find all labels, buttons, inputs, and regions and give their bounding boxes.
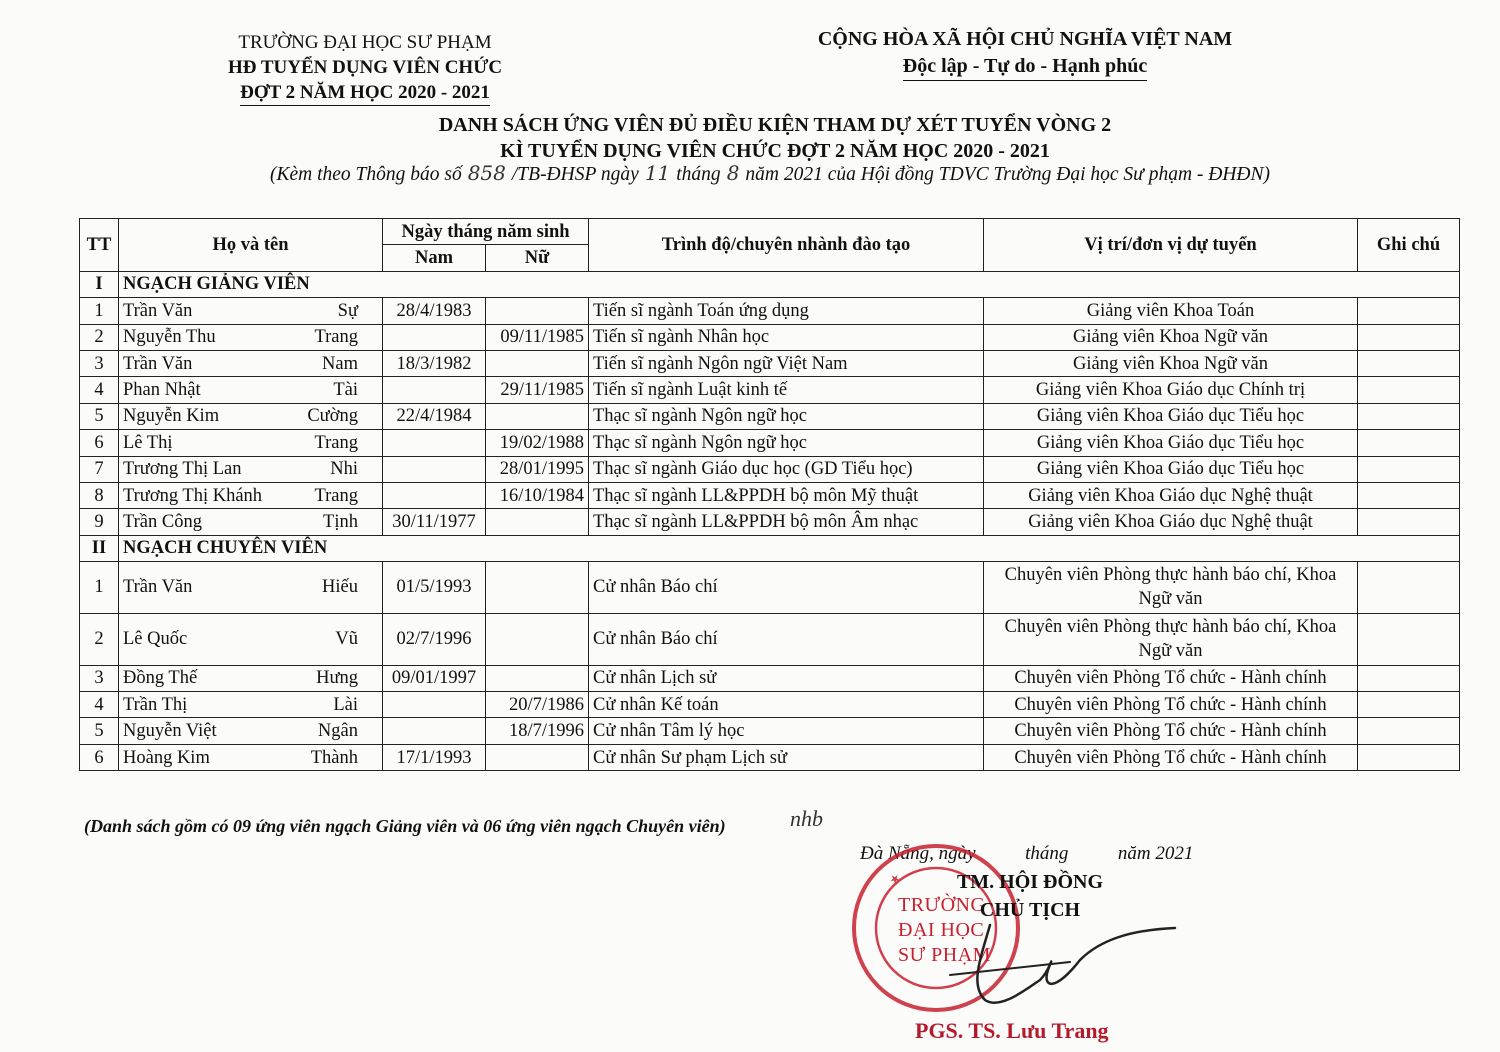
- table-row: [80, 324, 1460, 350]
- dob-female: 19/02/1988: [486, 430, 589, 456]
- row-number: 9: [80, 509, 119, 535]
- note: [1358, 665, 1460, 691]
- position: Giảng viên Khoa Giáo dục Tiểu học: [984, 403, 1358, 429]
- position: Giảng viên Khoa Giáo dục Nghệ thuật: [984, 482, 1358, 508]
- dob-male: 02/7/1996: [383, 613, 486, 665]
- candidate-surname: Trương Thị Khánh: [123, 485, 263, 506]
- dob-male: 01/5/1993: [383, 562, 486, 614]
- position: Giảng viên Khoa Toán: [984, 298, 1358, 324]
- stamp-line-1: TRƯỜNG: [898, 894, 986, 916]
- qualification: Thạc sĩ ngành Ngôn ngữ học: [589, 430, 984, 456]
- note: [1358, 482, 1460, 508]
- section-row: [80, 535, 1460, 561]
- table-row: [80, 613, 1460, 665]
- qualification: Thạc sĩ ngành Ngôn ngữ học: [589, 403, 984, 429]
- candidate-name: [119, 562, 383, 614]
- col-header-name: Họ và tên: [119, 219, 383, 272]
- position: Chuyên viên Phòng Tổ chức - Hành chính: [984, 718, 1358, 744]
- section-number: I: [80, 271, 119, 297]
- candidate-given-name: Sự: [337, 300, 358, 321]
- qualification: Tiến sĩ ngành Nhân học: [589, 324, 984, 350]
- dob-female: 29/11/1985: [486, 377, 589, 403]
- title-line-1: DANH SÁCH ỨNG VIÊN ĐỦ ĐIỀU KIỆN THAM DỰ XÉT TUYỂN VÒNG 2: [438, 114, 1112, 136]
- note: [1358, 324, 1460, 350]
- candidate-surname: Trần Công: [123, 511, 202, 532]
- qualification: Cử nhân Báo chí: [589, 562, 984, 614]
- dob-female: [486, 350, 589, 376]
- dob-female: [486, 562, 589, 614]
- candidate-name: [119, 744, 383, 770]
- section-title: NGẠCH GIẢNG VIÊN: [119, 271, 1460, 297]
- agency-header: [185, 30, 545, 106]
- dob-male: [383, 377, 486, 403]
- candidate-name: [119, 298, 383, 324]
- dob-female: [486, 403, 589, 429]
- note: [1358, 350, 1460, 376]
- section-number: II: [80, 535, 119, 561]
- qualification: Tiến sĩ ngành Luật kinh tế: [589, 377, 984, 403]
- dob-male: [383, 482, 486, 508]
- handwritten-signature: [930, 900, 1190, 1020]
- candidate-name: [119, 509, 383, 535]
- section-title: NGẠCH CHUYÊN VIÊN: [119, 535, 1460, 561]
- signer-name: PGS. TS. Lưu Trang: [915, 1018, 1109, 1043]
- row-number: 6: [80, 744, 119, 770]
- qualification: Cử nhân Báo chí: [589, 613, 984, 665]
- year-label: năm 2021: [1117, 843, 1194, 864]
- table-row: [80, 509, 1460, 535]
- candidate-name: [119, 377, 383, 403]
- col-header-tt: TT: [80, 219, 119, 272]
- row-number: 1: [80, 562, 119, 614]
- note: [1358, 430, 1460, 456]
- candidate-given-name: Tịnh: [323, 511, 358, 532]
- candidate-given-name: Nam: [322, 353, 358, 374]
- dob-female: [486, 509, 589, 535]
- row-number: 3: [80, 665, 119, 691]
- candidate-surname: Nguyễn Kim: [123, 406, 220, 427]
- round-label: ĐỢT 2 NĂM HỌC 2020 - 2021: [240, 80, 490, 106]
- dob-female: 20/7/1986: [486, 692, 589, 718]
- qualification: Thạc sĩ ngành LL&PPDH bộ môn Mỹ thuật: [589, 482, 984, 508]
- candidate-name: [119, 324, 383, 350]
- candidate-surname: Trương Thị Lan: [123, 459, 242, 480]
- dob-male: 28/4/1983: [383, 298, 486, 324]
- position: Giảng viên Khoa Giáo dục Nghệ thuật: [984, 509, 1358, 535]
- dob-female: [486, 665, 589, 691]
- place-label: Đà Nẵng, ngày: [860, 843, 976, 864]
- notice-day: 11: [644, 161, 671, 185]
- note: [1358, 692, 1460, 718]
- note: [1358, 613, 1460, 665]
- table-row: [80, 430, 1460, 456]
- table-row: [80, 298, 1460, 324]
- candidate-given-name: Hiếu: [322, 577, 358, 598]
- candidate-surname: Hoàng Kim: [123, 747, 210, 768]
- position: Chuyên viên Phòng Tổ chức - Hành chính: [984, 665, 1358, 691]
- dob-male: [383, 692, 486, 718]
- country-name: CỘNG HÒA XÃ HỘI CHỦ NGHĨA VIỆT NAM: [817, 28, 1233, 50]
- candidate-name: [119, 665, 383, 691]
- document-title: [200, 112, 1350, 164]
- table-row: [80, 562, 1460, 614]
- col-header-female: Nữ: [486, 245, 589, 271]
- stamp-line-2: ĐẠI HỌC: [898, 919, 985, 941]
- candidate-name: [119, 456, 383, 482]
- dob-male: 18/3/1982: [383, 350, 486, 376]
- section-row: [80, 271, 1460, 297]
- note: [1358, 509, 1460, 535]
- col-header-male: Nam: [383, 245, 486, 271]
- dob-male: 30/11/1977: [383, 509, 486, 535]
- handwritten-initials: nhb: [790, 806, 823, 831]
- table-row: [80, 482, 1460, 508]
- table-row: [80, 692, 1460, 718]
- dob-female: [486, 298, 589, 324]
- dob-male: [383, 456, 486, 482]
- candidate-name: [119, 430, 383, 456]
- svg-text:★: ★: [886, 870, 904, 888]
- note: [1358, 403, 1460, 429]
- row-number: 2: [80, 324, 119, 350]
- list-summary-note: (Danh sách gồm có 09 ứng viên ngạch Giảng viên và 06 ứng viên ngạch Chuyên viên): [84, 816, 726, 836]
- note: [1358, 456, 1460, 482]
- candidate-given-name: Trang: [314, 327, 358, 348]
- dob-female: 28/01/1995: [486, 456, 589, 482]
- note: [1358, 744, 1460, 770]
- table-row: [80, 665, 1460, 691]
- table-row: [80, 744, 1460, 770]
- candidate-name: [119, 718, 383, 744]
- note: [1358, 377, 1460, 403]
- row-number: 7: [80, 456, 119, 482]
- table-row: [80, 403, 1460, 429]
- candidate-given-name: Lài: [333, 694, 358, 715]
- candidate-given-name: Trang: [314, 432, 358, 453]
- position: Chuyên viên Phòng thực hành báo chí, Khoa Ngữ văn: [984, 613, 1358, 665]
- candidate-given-name: Hưng: [316, 668, 358, 689]
- qualification: Cử nhân Tâm lý học: [589, 718, 984, 744]
- candidate-name: [119, 350, 383, 376]
- national-motto: Độc lập - Tự do - Hạnh phúc: [903, 53, 1147, 81]
- table-row: [80, 718, 1460, 744]
- row-number: 4: [80, 692, 119, 718]
- row-number: 3: [80, 350, 119, 376]
- candidate-surname: Trần Văn: [123, 300, 193, 321]
- position: Giảng viên Khoa Ngữ văn: [984, 350, 1358, 376]
- dob-male: 09/01/1997: [383, 665, 486, 691]
- table-row: [80, 350, 1460, 376]
- dob-male: 17/1/1993: [383, 744, 486, 770]
- note: [1358, 718, 1460, 744]
- document-subtitle: [160, 161, 1380, 186]
- candidate-given-name: Tài: [333, 380, 358, 401]
- month-label: tháng: [1025, 843, 1069, 864]
- position: Giảng viên Khoa Giáo dục Tiểu học: [984, 430, 1358, 456]
- candidate-given-name: Trang: [314, 485, 358, 506]
- candidate-surname: Lê Quốc: [123, 629, 188, 650]
- qualification: Thạc sĩ ngành Giáo dục học (GD Tiểu học): [589, 456, 984, 482]
- table-row: [80, 456, 1460, 482]
- dob-male: [383, 324, 486, 350]
- candidate-given-name: Vũ: [335, 629, 358, 650]
- dob-female: [486, 744, 589, 770]
- candidate-given-name: Thành: [310, 747, 358, 768]
- university-name: TRƯỜNG ĐẠI HỌC SƯ PHẠM: [238, 32, 492, 53]
- col-header-position: Vị trí/đơn vị dự tuyển: [984, 219, 1358, 272]
- candidate-name: [119, 613, 383, 665]
- row-number: 4: [80, 377, 119, 403]
- candidate-surname: Lê Thị: [123, 432, 173, 453]
- candidate-surname: Trần Thị: [123, 694, 188, 715]
- candidate-given-name: Ngân: [317, 721, 358, 742]
- dob-female: 09/11/1985: [486, 324, 589, 350]
- row-number: 2: [80, 613, 119, 665]
- dob-female: 18/7/1996: [486, 718, 589, 744]
- role-line-1: TM. HỘI ĐỒNG: [956, 871, 1104, 893]
- note: [1358, 298, 1460, 324]
- candidate-table: [79, 218, 1460, 771]
- national-header: [790, 26, 1260, 81]
- row-number: 8: [80, 482, 119, 508]
- qualification: Cử nhân Kế toán: [589, 692, 984, 718]
- col-header-qualification: Trình độ/chuyên nhành đào tạo: [589, 219, 984, 272]
- candidate-surname: Trần Văn: [123, 577, 193, 598]
- candidate-surname: Nguyễn Việt: [123, 721, 217, 742]
- position: Chuyên viên Phòng Tổ chức - Hành chính: [984, 692, 1358, 718]
- stamp-line-3: SƯ PHẠM: [898, 944, 991, 966]
- table-row: [80, 377, 1460, 403]
- qualification: Cử nhân Lịch sử: [589, 665, 984, 691]
- col-header-dob: Ngày tháng năm sinh: [383, 219, 589, 245]
- candidate-name: [119, 692, 383, 718]
- candidate-surname: Nguyễn Thu: [123, 327, 216, 348]
- candidate-name: [119, 403, 383, 429]
- dob-female: 16/10/1984: [486, 482, 589, 508]
- note: [1358, 562, 1460, 614]
- position: Giảng viên Khoa Ngữ văn: [984, 324, 1358, 350]
- dob-male: [383, 430, 486, 456]
- qualification: Cử nhân Sư phạm Lịch sử: [589, 744, 984, 770]
- title-line-2: KÌ TUYỂN DỤNG VIÊN CHỨC ĐỢT 2 NĂM HỌC 2020 - 2021: [500, 140, 1050, 162]
- subtitle-part-4: năm 2021 của Hội đồng TDVC Trường Đại học Sư phạm - ĐHĐN): [745, 164, 1271, 185]
- qualification: Tiến sĩ ngành Ngôn ngữ Việt Nam: [589, 350, 984, 376]
- notice-number: 858: [467, 161, 506, 185]
- row-number: 5: [80, 718, 119, 744]
- council-name: HĐ TUYỂN DỤNG VIÊN CHỨC: [227, 57, 503, 78]
- row-number: 1: [80, 298, 119, 324]
- candidate-surname: Trần Văn: [123, 353, 193, 374]
- position: Chuyên viên Phòng Tổ chức - Hành chính: [984, 744, 1358, 770]
- candidate-given-name: Cường: [307, 406, 358, 427]
- dob-female: [486, 613, 589, 665]
- dob-male: 22/4/1984: [383, 403, 486, 429]
- qualification: Tiến sĩ ngành Toán ứng dụng: [589, 298, 984, 324]
- subtitle-part-1: (Kèm theo Thông báo số: [269, 164, 462, 185]
- subtitle-part-2: /TB-ĐHSP ngày: [511, 164, 639, 185]
- notice-month: 8: [726, 161, 740, 185]
- position: Chuyên viên Phòng thực hành báo chí, Khoa Ngữ văn: [984, 562, 1358, 614]
- position: Giảng viên Khoa Giáo dục Tiểu học: [984, 456, 1358, 482]
- col-header-note: Ghi chú: [1358, 219, 1460, 272]
- dob-male: [383, 718, 486, 744]
- qualification: Thạc sĩ ngành LL&PPDH bộ môn Âm nhạc: [589, 509, 984, 535]
- candidate-given-name: Nhi: [330, 459, 358, 480]
- subtitle-part-3: tháng: [676, 164, 721, 185]
- position: Giảng viên Khoa Giáo dục Chính trị: [984, 377, 1358, 403]
- candidate-surname: Đồng Thế: [123, 668, 198, 689]
- role-line-2: CHỦ TỊCH: [979, 899, 1081, 921]
- row-number: 5: [80, 403, 119, 429]
- row-number: 6: [80, 430, 119, 456]
- candidate-name: [119, 482, 383, 508]
- candidate-surname: Phan Nhật: [123, 380, 201, 401]
